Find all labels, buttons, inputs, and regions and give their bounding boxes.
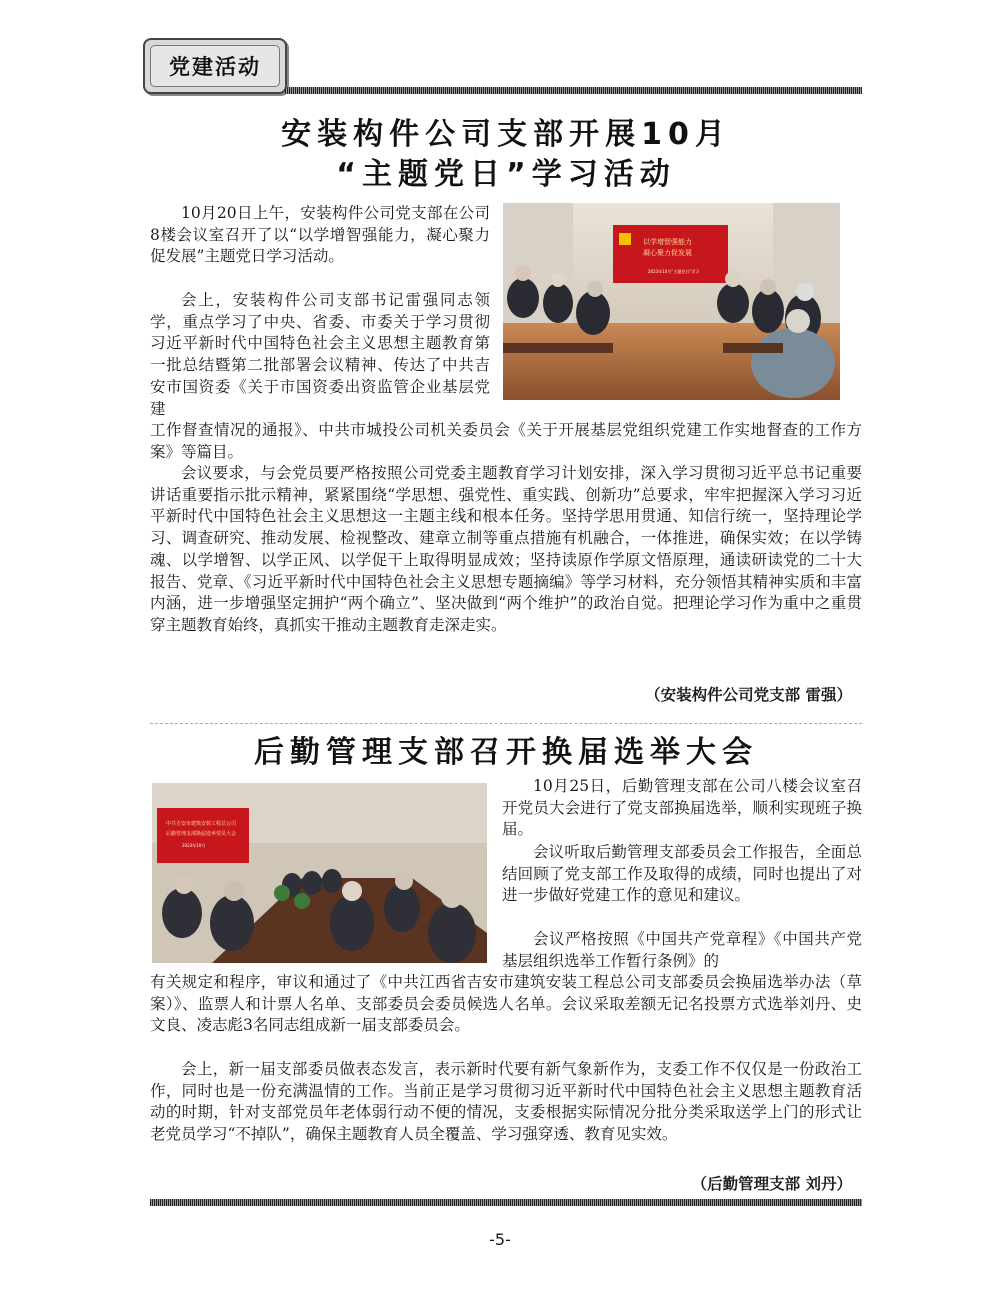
footer-rule: [150, 1199, 862, 1206]
meeting-room-illustration: [503, 203, 840, 400]
article2-paragraph-1: 10月25日，后勤管理支部在公司八楼会议室召开党员大会进行了党支部换届选举，顺利实现班子换届。: [502, 777, 862, 839]
section-tab: [143, 38, 287, 94]
article2-paragraph-3b: 有关规定和程序，审议和通过了《中共江西省吉安市建筑安装工程总公司支部委员会换届选举办法（草案）》、监票人和计票人名单、支部委员会委员候选人名单。会议采取差额无记名投票方式选举刘丹、史文良、凌志彪3名同志组成新一届支部委员会。: [150, 973, 862, 1035]
article2-paragraph-2: 会议听取后勤管理支部委员会工作报告，全面总结回顾了党支部工作及取得的成绩，同时也提出了对进一步做好党建工作的意见和建议。: [502, 843, 862, 905]
article1-title-line2: “主题党日”学习活动: [336, 157, 676, 192]
photo2-banner-text2: 后勤管理支部换届选举党员大会: [166, 831, 237, 837]
photo1-banner-text3: 2023年10月“主题党日”学习: [648, 269, 700, 274]
article1-paragraph-2a: 会上，安装构件公司支部书记雷强同志领学，重点学习了中央、省委、市委关于学习贯彻习近平新时代中国特色社会主义思想主题教育第一批总结暨第二批部署会议精神、传达了中共吉安市国资委《关于市国资委出资监管企业基层党建: [150, 291, 490, 418]
section-label: 党建活动: [150, 45, 280, 87]
article2-title: 后勤管理支部召开换届选举大会: [254, 735, 758, 770]
election-meeting-illustration: [152, 783, 487, 963]
article-divider: [150, 723, 862, 724]
photo2-banner-text3: 2023年10月: [182, 843, 206, 848]
header-rule: [285, 87, 862, 94]
article1-paragraph-3: 会议要求，与会党员要严格按照公司党委主题教育学习计划安排，深入学习贯彻习近平总书记重要讲话重要指示批示精神，紧紧围绕“学思想、强党性、重实践、创新功”总要求，牢牢把握深入学习习近平新时代中国特色社会主义思想这一主题主线和根本任务。坚持学思用贯通、知信行统一，坚持理论学习、调查研究、推动发展、检视整改、建章立制等重点措施有机融合，一体推进，确保实效；在以学铸魂、以学增智、以学正风、以学促干上取得明显成效；坚持读原作学原文悟原理，通读研读党的二十大报告、党章、《习近平新时代中国特色社会主义思想专题摘编》等学习材料，充分领悟其精神实质和丰富内涵，进一步增强坚定拥护“两个确立”、坚决做到“两个维护”的政治自觉。把理论学习作为重中之重贯穿主题教育始终，真抓实干推动主题教育走深走实。: [150, 464, 862, 634]
article1-photo: [503, 203, 840, 400]
article1-paragraph-1: 10月20日上午，安装构件公司党支部在公司8楼会议室召开了以“以学增智强能力，凝心聚力促发展”主题党日学习活动。: [150, 204, 490, 266]
article2-photo: [152, 783, 487, 963]
photo2-banner-text1: 中共吉安市建筑安装工程总公司: [166, 821, 237, 827]
photo1-banner-text1: 以学增智强能力: [643, 238, 692, 246]
article1-paragraph-2b: 工作督查情况的通报》、中共市城投公司机关委员会《关于开展基层党组织党建工作实地督查的工作方案》等篇目。: [150, 421, 862, 461]
article1-signature: （安装构件公司党支部 雷强）: [645, 686, 852, 704]
article2-signature: （后勤管理支部 刘丹）: [691, 1175, 852, 1193]
article1-title: [150, 115, 862, 195]
photo1-banner-text2: 凝心聚力促发展: [643, 249, 692, 257]
article2-paragraph-4: 会上，新一届支部委员做表态发言，表示新时代要有新气象新作为，支委工作不仅仅是一份政治工作，同时也是一份充满温情的工作。当前正是学习贯彻习近平新时代中国特色社会主义思想主题教育活动的时期，针对支部党员年老体弱行动不便的情况，支委根据实际情况分批分类采取送学上门的形式让老党员学习“不掉队”，确保主题教育人员全覆盖、学习强穿透、教育见实效。: [150, 1060, 862, 1144]
page-number: -5-: [489, 1230, 511, 1249]
article1-title-line1: 安装构件公司支部开展10月: [281, 117, 731, 152]
article2-paragraph-3a: 会议严格按照《中国共产党章程》《中国共产党基层组织选举工作暂行条例》的: [502, 930, 862, 970]
